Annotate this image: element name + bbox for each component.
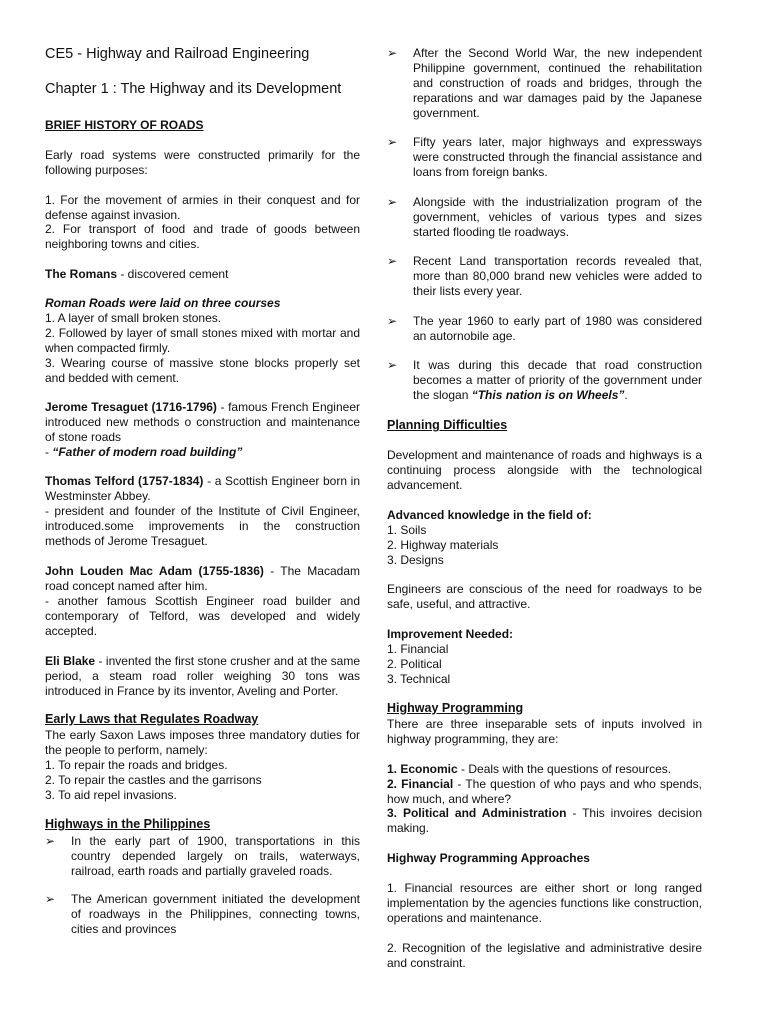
input-financial: 2. Financial - The question of who pays and who spends, how much, and where? bbox=[387, 777, 703, 806]
planning-heading: Planning Difficulties bbox=[387, 418, 508, 432]
early-systems-intro: Early road systems were constructed primarily for the following purposes: bbox=[45, 148, 360, 177]
list-item: ➢ In the early part of 1900, transportations in this country depended largely on trails, waterways, railroad, earth roads and partially graveled roads. bbox=[45, 834, 360, 878]
purpose-2: 2. For transport of food and trade of goods between neighboring towns and cities. bbox=[45, 222, 360, 251]
list-item: ➢ Alongside with the industrialization program of the government, vehicles of various types and sizes started flooding tle roadways. bbox=[387, 195, 702, 239]
document-title: CE5 - Highway and Railroad Engineering bbox=[45, 46, 310, 62]
arrow-bullet-icon: ➢ bbox=[45, 892, 56, 906]
telford-text-2: - president and founder of the Institute of Civil Engineer, introduced.some improvements in the construction methods of Jerome Tresaguet. bbox=[45, 504, 360, 548]
macadam-name: John Louden Mac Adam (1755-1836) bbox=[45, 564, 264, 578]
arrow-bullet-icon: ➢ bbox=[45, 834, 56, 848]
slogan: “This nation is on Wheels” bbox=[471, 388, 625, 402]
knowledge-item: 2. Highway materials bbox=[387, 538, 499, 552]
brief-history-heading: BRIEF HISTORY OF ROADS bbox=[45, 118, 204, 132]
roman-course-1: 1. A layer of small broken stones. bbox=[45, 311, 222, 325]
duty-2: 2. To repair the castles and the garrisons bbox=[45, 773, 262, 787]
tresaguet-paragraph bbox=[45, 400, 360, 445]
list-item: ➢ Recent Land transportation records revealed that, more than 80,000 brand new vehicles were added to their lists every year. bbox=[387, 254, 702, 298]
roman-course-2: 2. Followed by layer of small stones mixed with mortar and when compacted firmly. bbox=[45, 326, 360, 355]
philippines-heading: Highways in the Philippines bbox=[45, 817, 211, 831]
macadam-paragraph bbox=[45, 564, 360, 594]
arrow-bullet-icon: ➢ bbox=[387, 46, 398, 60]
romans-text: - discovered cement bbox=[117, 267, 229, 281]
purpose-1: 1. For the movement of armies in their conquest and for defense against invasion. bbox=[45, 193, 360, 222]
approaches-heading: Highway Programming Approaches bbox=[387, 851, 590, 865]
roman-roads-heading: Roman Roads were laid on three courses bbox=[45, 296, 281, 310]
improvement-item: 1. Financial bbox=[387, 642, 449, 656]
macadam-text-2: - another famous Scottish Engineer road builder and contemporary of Telford, was developed and widely accepted. bbox=[45, 594, 360, 638]
list-item: ➢ After the Second World War, the new independent Philippine government, continued the rehabilitation and construction of roads and bridges, through the reparations and war damages paid by the Japanese government. bbox=[387, 46, 702, 120]
improvement-item: 3. Technical bbox=[387, 672, 451, 686]
telford-name: Thomas Telford (1757-1834) bbox=[45, 474, 204, 488]
telford-paragraph bbox=[45, 474, 360, 504]
knowledge-item: 1. Soils bbox=[387, 523, 427, 537]
list-item: ➢ The American government initiated the development of roadways in the Philippines, connecting towns, cities and provinces bbox=[45, 892, 360, 936]
duty-3: 3. To aid repel invasions. bbox=[45, 788, 177, 802]
knowledge-item: 3. Designs bbox=[387, 553, 444, 567]
arrow-bullet-icon: ➢ bbox=[387, 195, 398, 209]
arrow-bullet-icon: ➢ bbox=[387, 254, 398, 268]
approach-1: 1. Financial resources are either short or long ranged implementation by the agencies functions like construction, operations and maintenance. bbox=[387, 881, 702, 925]
tresaguet-quote-line: - “Father of modern road building” bbox=[45, 445, 243, 459]
list-item: ➢ Fifty years later, major highways and expressways were constructed through the financial assistance and loans from foreign banks. bbox=[387, 135, 702, 179]
blake-text: - invented the first stone crusher and at the same period, a steam road roller weighing 30 tons was introduced in France by its inventor, Aveling and Porter. bbox=[45, 654, 361, 698]
early-laws-intro: The early Saxon Laws imposes three mandatory duties for the people to perform, namely: bbox=[45, 728, 360, 757]
chapter-title: Chapter 1 : The Highway and its Development bbox=[45, 81, 342, 97]
roman-course-3: 3. Wearing course of massive stone blocks properly set and bedded with cement. bbox=[45, 356, 360, 385]
early-laws-heading: Early Laws that Regulates Roadway bbox=[45, 712, 259, 726]
programming-intro: There are three inseparable sets of inputs involved in highway programming, they are: bbox=[387, 717, 702, 746]
list-item: ➢ It was during this decade that road construction becomes a matter of priority of the government under the slogan “This nation is on Wheels”. bbox=[387, 358, 702, 402]
duty-1: 1. To repair the roads and bridges. bbox=[45, 758, 228, 772]
tresaguet-text: - famous French Engineer introduced new methods o construction and maintenance of stone roads bbox=[45, 400, 360, 444]
arrow-bullet-icon: ➢ bbox=[387, 135, 398, 149]
tresaguet-quote: “Father of modern road building” bbox=[52, 445, 243, 459]
telford-text: - a Scottish Engineer born in Westminster Abbey. bbox=[45, 474, 360, 503]
list-item: ➢ The year 1960 to early part of 1980 was considered an autornobile age. bbox=[387, 314, 702, 343]
planning-text: Development and maintenance of roads and highways is a continuing process alongside with the technological advancement. bbox=[387, 448, 702, 492]
input-political: 3. Political and Administration - This invoires decision making. bbox=[387, 806, 702, 835]
approach-2: 2. Recognition of the legislative and administrative desire and constraint. bbox=[387, 941, 702, 970]
blake-name: Eli Blake bbox=[45, 654, 96, 668]
arrow-bullet-icon: ➢ bbox=[387, 314, 398, 328]
macadam-text: - The Macadam road concept named after him. bbox=[45, 564, 360, 593]
improvement-heading: Improvement Needed: bbox=[387, 627, 514, 641]
romans-name: The Romans bbox=[45, 267, 118, 281]
romans-paragraph bbox=[45, 267, 360, 282]
knowledge-heading: Advanced knowledge in the field of: bbox=[387, 508, 592, 522]
blake-paragraph bbox=[45, 654, 360, 699]
tresaguet-name: Jerome Tresaguet (1716-1796) bbox=[45, 400, 217, 414]
programming-heading: Highway Programming bbox=[387, 701, 524, 715]
improvement-item: 2. Political bbox=[387, 657, 442, 671]
engineers-text: Engineers are conscious of the need for roadways to be safe, useful, and attractive. bbox=[387, 582, 702, 611]
input-economic: 1. Economic - Deals with the questions of resources. bbox=[387, 762, 672, 776]
arrow-bullet-icon: ➢ bbox=[387, 358, 398, 372]
